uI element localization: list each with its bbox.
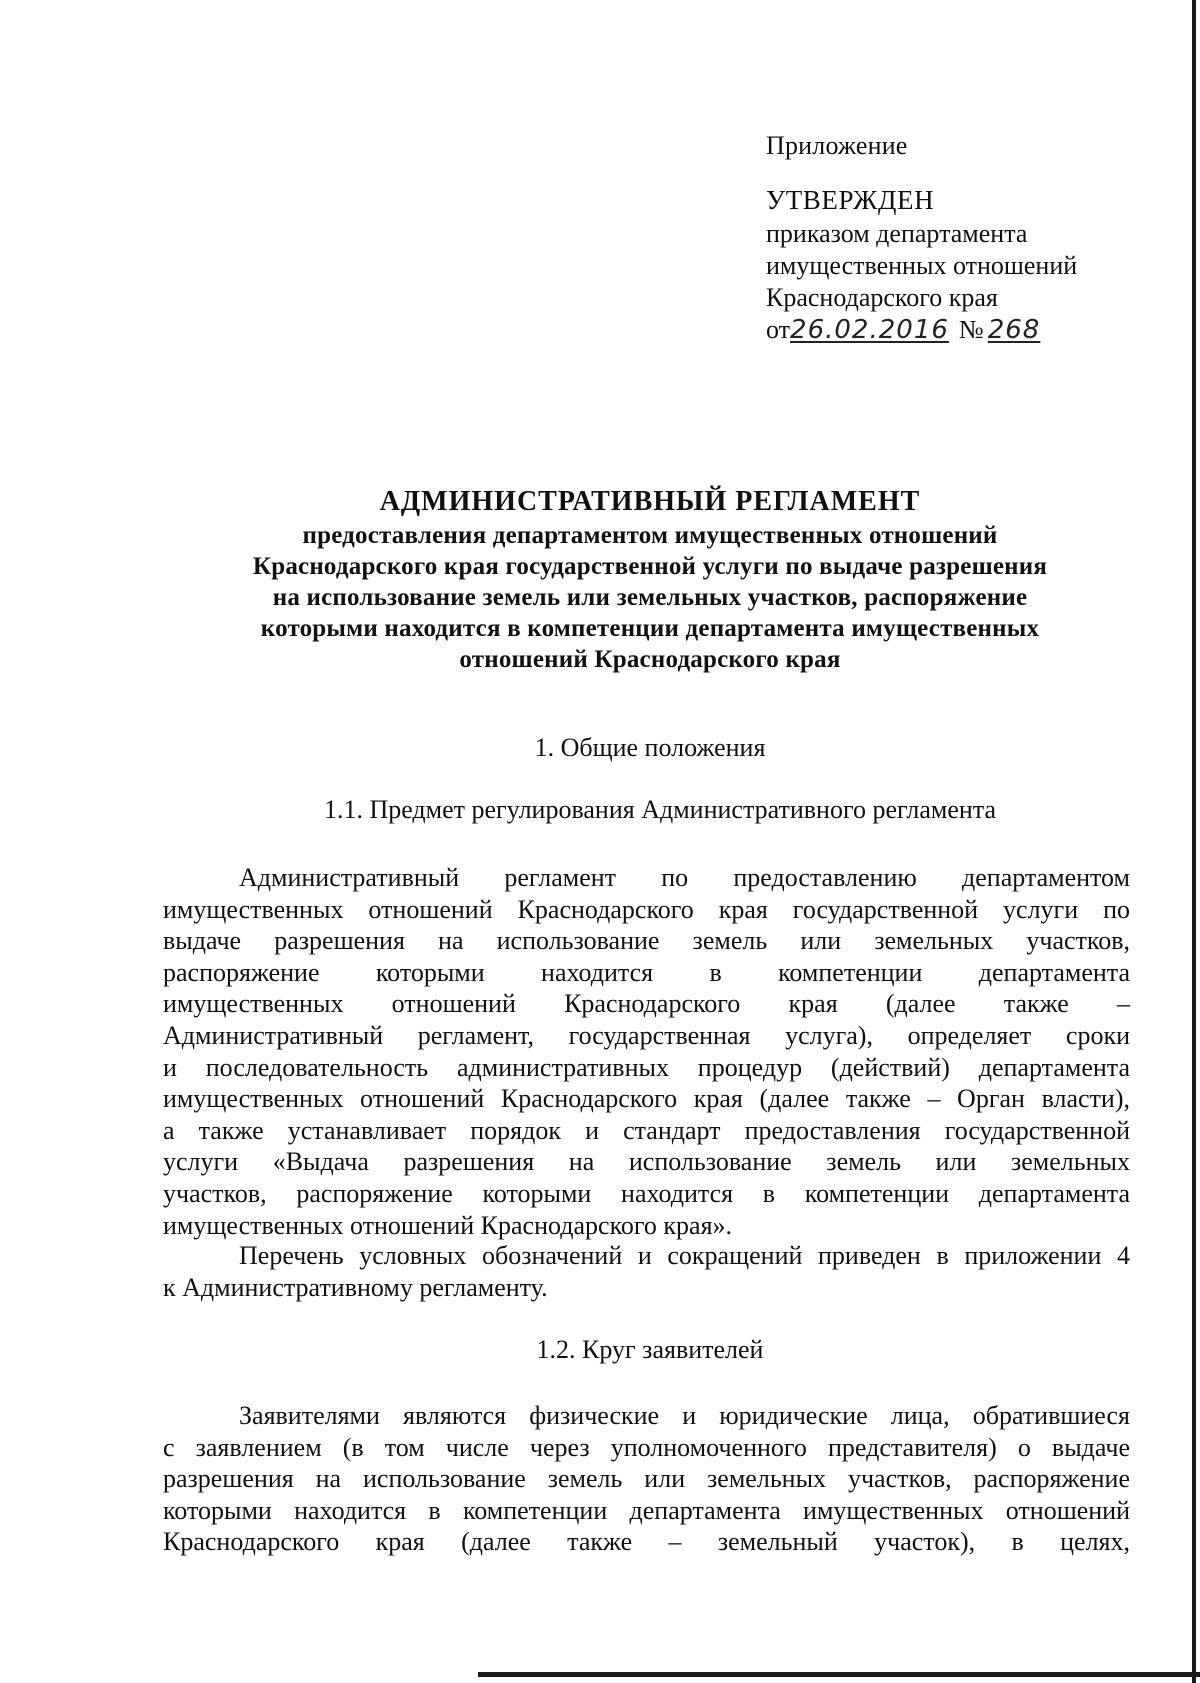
title-sub-line: Краснодарского края государственной услуги по выдаче разрешения (252, 553, 1048, 580)
text-line: Административный регламент по предоставлению департаментом (239, 863, 1130, 892)
appendix-label: Приложение (766, 131, 908, 160)
text-line: разрешения на использование земель или земельных участков, распоряжение (163, 1464, 1130, 1494)
section-heading-applicants: 1.2. Круг заявителей (536, 1335, 764, 1364)
approval-block (766, 130, 1166, 346)
paragraph-applicants (163, 1400, 1130, 1558)
title-subtitle (150, 520, 1150, 675)
text-line: участков, распоряжение которыми находится в компетенции департамента (163, 1178, 1130, 1208)
title-sub-line: предоставления департаментом имущественных отношений (302, 522, 998, 549)
date-prefix: от (766, 315, 791, 344)
text-line: имущественных отношений Краснодарского края». (163, 1210, 733, 1240)
text-line: имущественных отношений Краснодарского края (далее также – Орган власти), (163, 1084, 1130, 1114)
text-line: Краснодарского края (далее также – земельный участок), в целях, (163, 1527, 1130, 1557)
text-line: услуги «Выдача разрешения на использование земель или земельных (163, 1147, 1130, 1177)
scan-edge-bottom (478, 1672, 1200, 1677)
text-line: к Административному регламенту. (163, 1272, 548, 1302)
title-sub-line: на использование земель или земельных участков, распоряжение (272, 584, 1028, 611)
text-line: Административный регламент, государственная услуга), определяет сроки (163, 1020, 1130, 1050)
text-line: Заявителями являются физические и юридические лица, обратившиеся (239, 1401, 1130, 1430)
order-number: 268 (987, 315, 1041, 345)
text-line: распоряжение которыми находится в компетенции департамента (163, 957, 1130, 987)
paragraph-abbreviations (163, 1240, 1130, 1303)
order-date: 26.02.2016 (790, 315, 949, 345)
approval-line: Краснодарского края (766, 283, 998, 312)
text-line: которыми находится в компетенции департамента имущественных отношений (163, 1495, 1130, 1525)
order-date-line (766, 314, 1166, 346)
text-line: а также устанавливает порядок и стандарт предоставления государственной (163, 1115, 1130, 1145)
title-sub-line: которыми находится в компетенции департамента имущественных (260, 615, 1040, 642)
text-line: и последовательность административных процедур (действий) департамента (163, 1052, 1130, 1082)
text-line: имущественных отношений Краснодарского края (далее также – (163, 989, 1130, 1019)
number-sign: № (958, 315, 984, 344)
document-title (150, 484, 1150, 675)
title-main: АДМИНИСТРАТИВНЫЙ РЕГЛАМЕНТ (379, 486, 921, 517)
text-line: имущественных отношений Краснодарского края государственной услуги по (163, 894, 1130, 924)
text-line: выдаче разрешения на использование земель или земельных участков, (163, 926, 1130, 956)
approval-line: имущественных отношений (766, 251, 1078, 280)
section-heading-general: 1. Общие положения (534, 733, 766, 762)
scan-edge-right (1192, 0, 1196, 1683)
section-heading-subject: 1.1. Предмет регулирования Административного регламента (323, 795, 997, 824)
approval-line: приказом департамента (766, 219, 1028, 248)
text-line: Перечень условных обозначений и сокращений приведен в приложении 4 (239, 1241, 1130, 1270)
approved-label: УТВЕРЖДЕН (766, 185, 935, 215)
title-sub-line: отношений Краснодарского края (459, 646, 841, 673)
paragraph-subject (163, 862, 1130, 1241)
text-line: с заявлением (в том числе через уполномоченного представителя) о выдаче (163, 1432, 1130, 1462)
